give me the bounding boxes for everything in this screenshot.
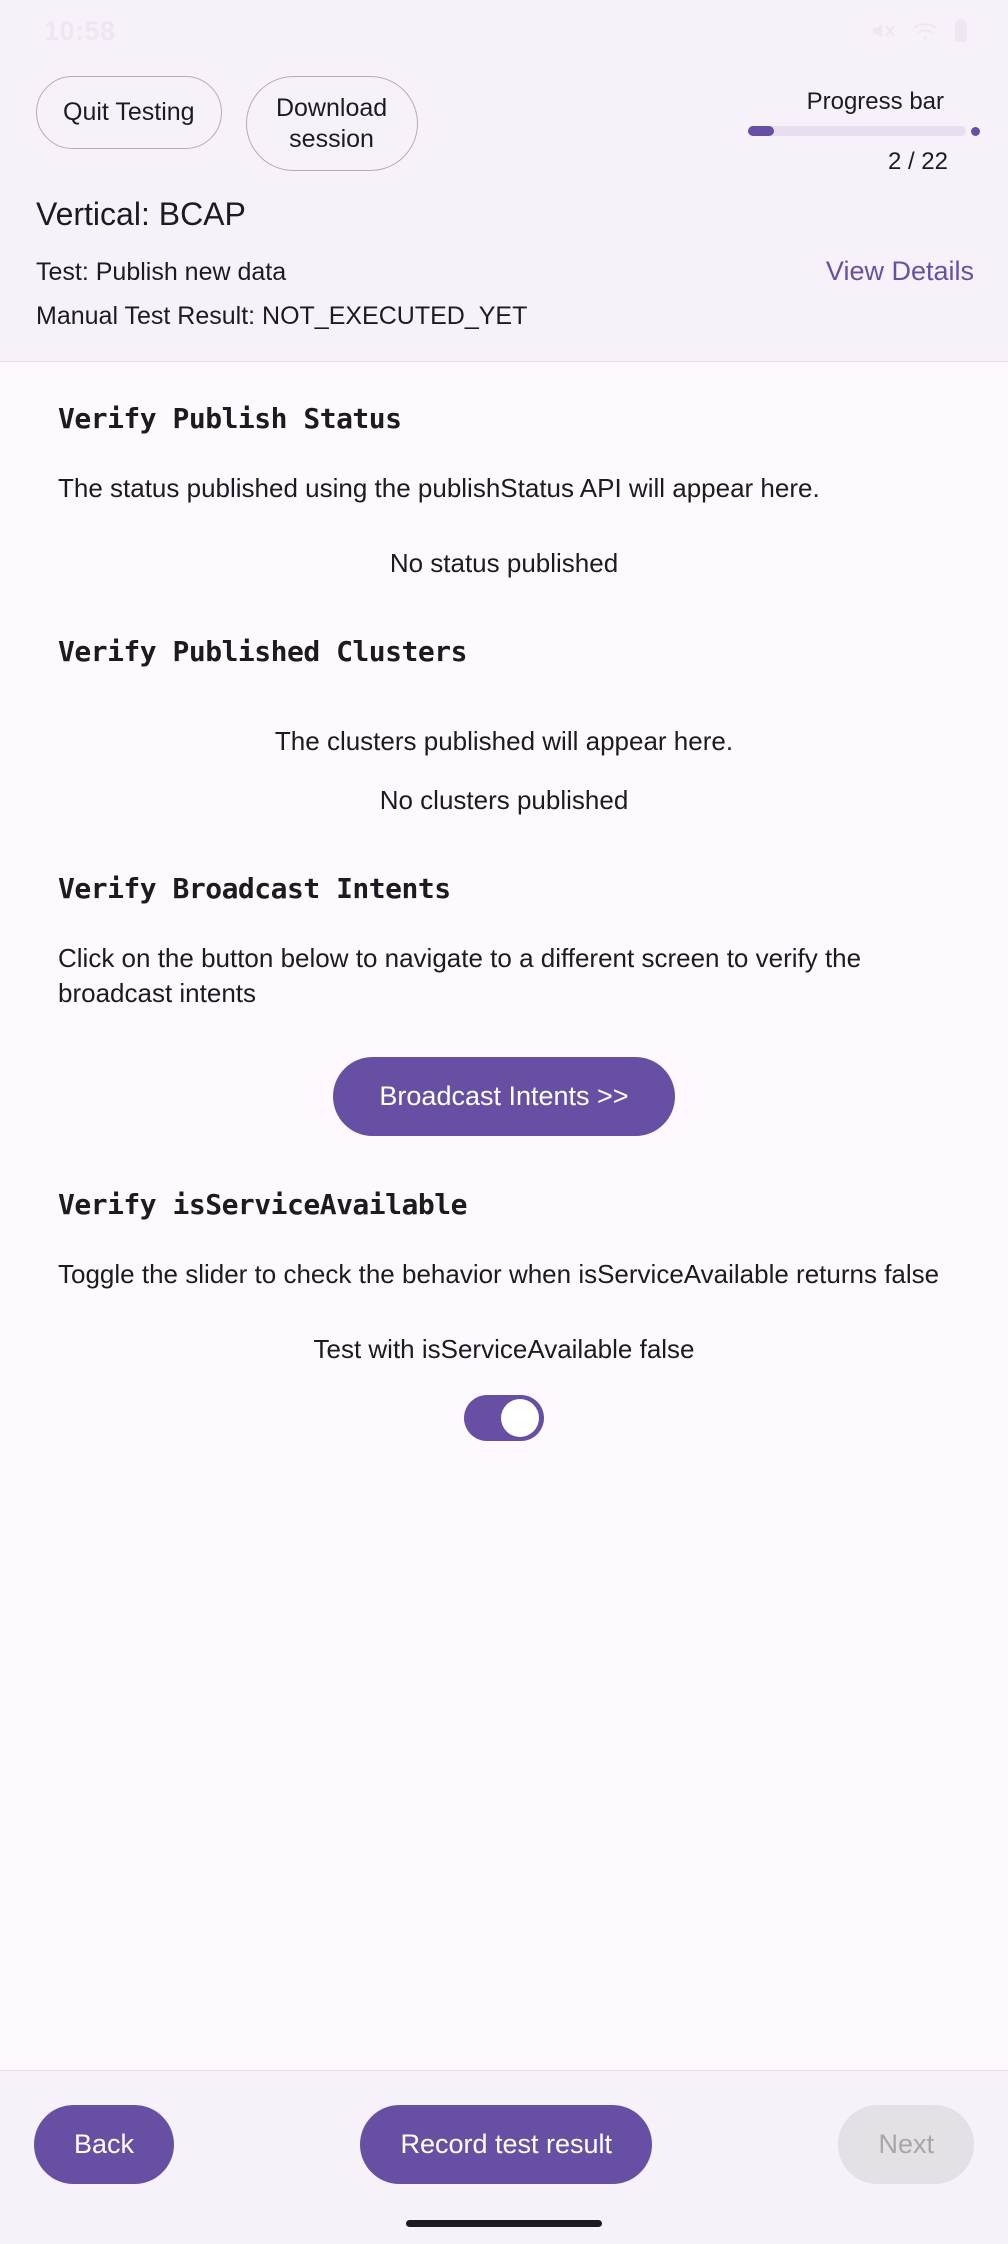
- test-header: [0, 176, 1008, 362]
- section-title-published-clusters: Verify Published Clusters: [58, 634, 467, 668]
- section-title-broadcast-intents: Verify Broadcast Intents: [58, 871, 451, 905]
- record-test-result-button[interactable]: Record test result: [360, 2105, 652, 2184]
- status-bar: [0, 0, 1008, 62]
- status-clock: 10:58: [44, 15, 116, 46]
- service-available-description: Toggle the slider to check the behavior when isServiceAvailable returns false: [58, 1258, 940, 1289]
- progress-track: [748, 126, 966, 136]
- service-available-toggle-wrap: [58, 1395, 950, 1441]
- status-icons: [870, 19, 968, 43]
- progress-fill: [748, 126, 774, 136]
- back-button[interactable]: Back: [34, 2105, 174, 2184]
- progress-bar[interactable]: [748, 126, 980, 136]
- gesture-bar-area: [0, 2202, 1008, 2244]
- toggle-knob: [501, 1399, 539, 1437]
- broadcast-intents-button[interactable]: Broadcast Intents >>: [333, 1057, 674, 1136]
- progress-label: Progress bar: [806, 88, 944, 115]
- quit-testing-button[interactable]: Quit Testing: [36, 76, 222, 149]
- mute-icon: [870, 20, 896, 42]
- section-title-service-available: Verify isServiceAvailable: [58, 1187, 467, 1221]
- test-name-row: [36, 251, 974, 295]
- manual-test-result: Manual Test Result: NOT_EXECUTED_YET: [36, 301, 528, 330]
- bottom-nav: [0, 2070, 1008, 2202]
- service-available-toggle[interactable]: [464, 1395, 544, 1441]
- section-title-publish-status: Verify Publish Status: [58, 401, 402, 435]
- wifi-icon: [912, 21, 938, 41]
- test-name: Test: Publish new data: [36, 258, 287, 286]
- view-details-link[interactable]: View Details: [825, 256, 974, 286]
- vertical-title: Vertical: BCAP: [36, 196, 246, 232]
- top-toolbar: [0, 62, 1008, 176]
- published-clusters-description: The clusters published will appear here.: [274, 725, 734, 756]
- publish-status-description: The status published using the publishStatus API will appear here.: [58, 472, 820, 503]
- progress-end-dot: [971, 127, 980, 136]
- progress-count: 2 / 22: [887, 148, 948, 175]
- publish-status-value: No status published: [389, 547, 619, 578]
- battery-icon: [954, 19, 968, 43]
- next-button: Next: [838, 2105, 974, 2184]
- home-gesture-bar[interactable]: [406, 2220, 602, 2227]
- service-available-toggle-label: Test with isServiceAvailable false: [313, 1333, 695, 1364]
- published-clusters-value: No clusters published: [379, 784, 629, 815]
- progress-section: [442, 76, 980, 176]
- main-content: [0, 362, 1008, 2071]
- download-session-button[interactable]: Download session: [246, 76, 418, 171]
- broadcast-intents-description: Click on the button below to navigate to a different screen to verify the broadcast intents: [58, 942, 862, 1008]
